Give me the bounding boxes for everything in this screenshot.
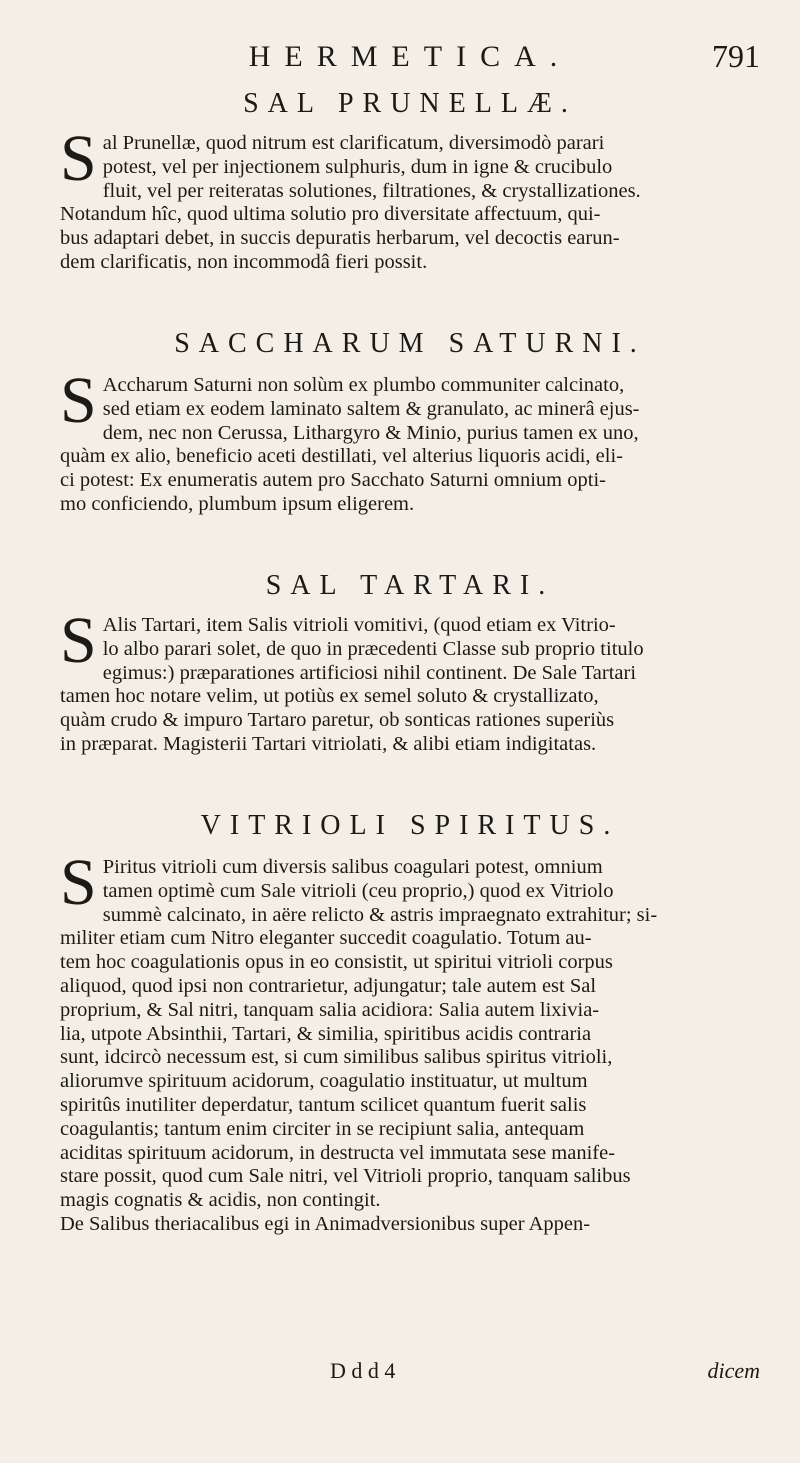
text-line: potest, vel per injectionem sulphuris, dum in igne & crucibulo xyxy=(102,155,613,178)
running-title: HERMETICA. xyxy=(248,40,572,73)
text-line: tamen optimè cum Sale vitrioli (ceu proprio,) quod ex Vitriolo xyxy=(102,879,614,902)
text-line: fluit, vel per reiteratas solutiones, filtrationes, & crystallizationes. xyxy=(102,179,641,202)
text-line: egimus:) præparationes artificiosi nihil continent. De Sale Tartari xyxy=(102,661,637,684)
text-line: De Salibus theriacalibus egi in Animadversionibus super Appen- xyxy=(60,1212,591,1235)
text-line: coagulantis; tantum enim circiter in se recipiunt salia, antequam xyxy=(60,1117,585,1140)
section-body-sal-tartari xyxy=(60,604,760,757)
section-body-vitrioli-spiritus xyxy=(60,846,760,1237)
section-body-sal-prunellae xyxy=(60,122,760,275)
section-heading-sal-tartari: SAL TARTARI. xyxy=(265,570,555,601)
text-line: ci potest: Ex enumeratis autem pro Sacchato Saturni omnium opti- xyxy=(60,469,606,492)
text-line: Notandum hîc, quod ultima solutio pro diversitate affectuum, qui- xyxy=(60,203,601,226)
text-line: militer etiam cum Nitro eleganter succedit coagulatio. Totum au- xyxy=(60,927,592,950)
section-heading-saccharum-saturni: SACCHARUM SATURNI. xyxy=(174,328,646,359)
page-number: 791 xyxy=(712,38,760,74)
text-line: aciditas spirituum acidorum, in destructa vel immutata sese manife- xyxy=(60,1141,616,1164)
running-head xyxy=(60,36,760,76)
dropcap: S xyxy=(60,604,97,677)
dropcap: S xyxy=(60,364,97,437)
text-line: sed etiam ex eodem laminato saltem & granulato, ac minerâ ejus- xyxy=(102,397,640,420)
section-heading-sal-prunellae: SAL PRUNELLÆ. xyxy=(243,88,577,119)
text-line: dem clarificatis, non incommodâ fieri possit. xyxy=(60,250,428,273)
catchword: dicem xyxy=(707,1358,760,1383)
text-line: Alis Tartari, item Salis vitrioli vomitivi, (quod etiam ex Vitrio- xyxy=(102,614,616,636)
text-line: sunt, idcircò necessum est, si cum similibus salibus spiritus vitrioli, xyxy=(60,1046,613,1069)
text-line: tem hoc coagulationis opus in eo consistit, ut spiritui vitrioli corpus xyxy=(60,951,613,974)
text-line: lo albo parari solet, de quo in præcedenti Classe sub proprio titulo xyxy=(102,637,644,660)
text-line: Piritus vitrioli cum diversis salibus coagulari potest, omnium xyxy=(102,856,603,878)
text-line: summè calcinato, in aëre relicto & astris impraegnato extrahitur; si- xyxy=(102,903,658,926)
text-line: proprium, & Sal nitri, tanquam salia acidiora: Salia autem lixivia- xyxy=(60,998,600,1021)
text-line: quàm crudo & impuro Tartaro paretur, ob sonticas rationes superiùs xyxy=(60,709,615,732)
section-body-saccharum-saturni xyxy=(60,364,760,517)
text-line: bus adaptari debet, in succis depuratis herbarum, vel decoctis earun- xyxy=(60,227,620,250)
text-line: dem, nec non Cerussa, Lithargyro & Minio, purius tamen ex uno, xyxy=(102,421,639,444)
signature-mark: D d d 4 xyxy=(330,1358,396,1383)
text-line: Accharum Saturni non solùm ex plumbo communiter calcinato, xyxy=(102,374,625,396)
text-line: mo conficiendo, plumbum ipsum eligerem. xyxy=(60,492,415,515)
text-line: spiritûs inutiliter deperdatur, tantum scilicet quantum fuerit salis xyxy=(60,1093,587,1116)
text-line: quàm ex alio, beneficio aceti destillati, vel alterius liquoris acidi, eli- xyxy=(60,445,623,468)
text-line: stare possit, quod cum Sale nitri, vel Vitrioli proprio, tanquam salibus xyxy=(60,1165,631,1188)
text-line: aliquod, quod ipsi non contrarietur, adjungatur; tale autem est Sal xyxy=(60,974,597,997)
text-line: aliorumve spirituum acidorum, coagulatio instituatur, ut multum xyxy=(60,1070,588,1093)
dropcap: S xyxy=(60,122,97,195)
text-line: lia, utpote Absinthii, Tartari, & similia, spiritibus acidis contraria xyxy=(60,1022,592,1045)
text-line: tamen hoc notare velim, ut potiùs ex semel soluto & crystallizato, xyxy=(60,685,599,708)
text-line: al Prunellæ, quod nitrum est clarificatum, diversimodò parari xyxy=(102,132,605,154)
section-heading-vitrioli-spiritus: VITRIOLI SPIRITUS. xyxy=(200,810,620,841)
text-line: in præparat. Magisterii Tartari vitriolati, & alibi etiam indigitatas. xyxy=(60,732,597,755)
text-line: magis cognatis & acidis, non contingit. xyxy=(60,1189,381,1212)
dropcap: S xyxy=(60,846,97,919)
